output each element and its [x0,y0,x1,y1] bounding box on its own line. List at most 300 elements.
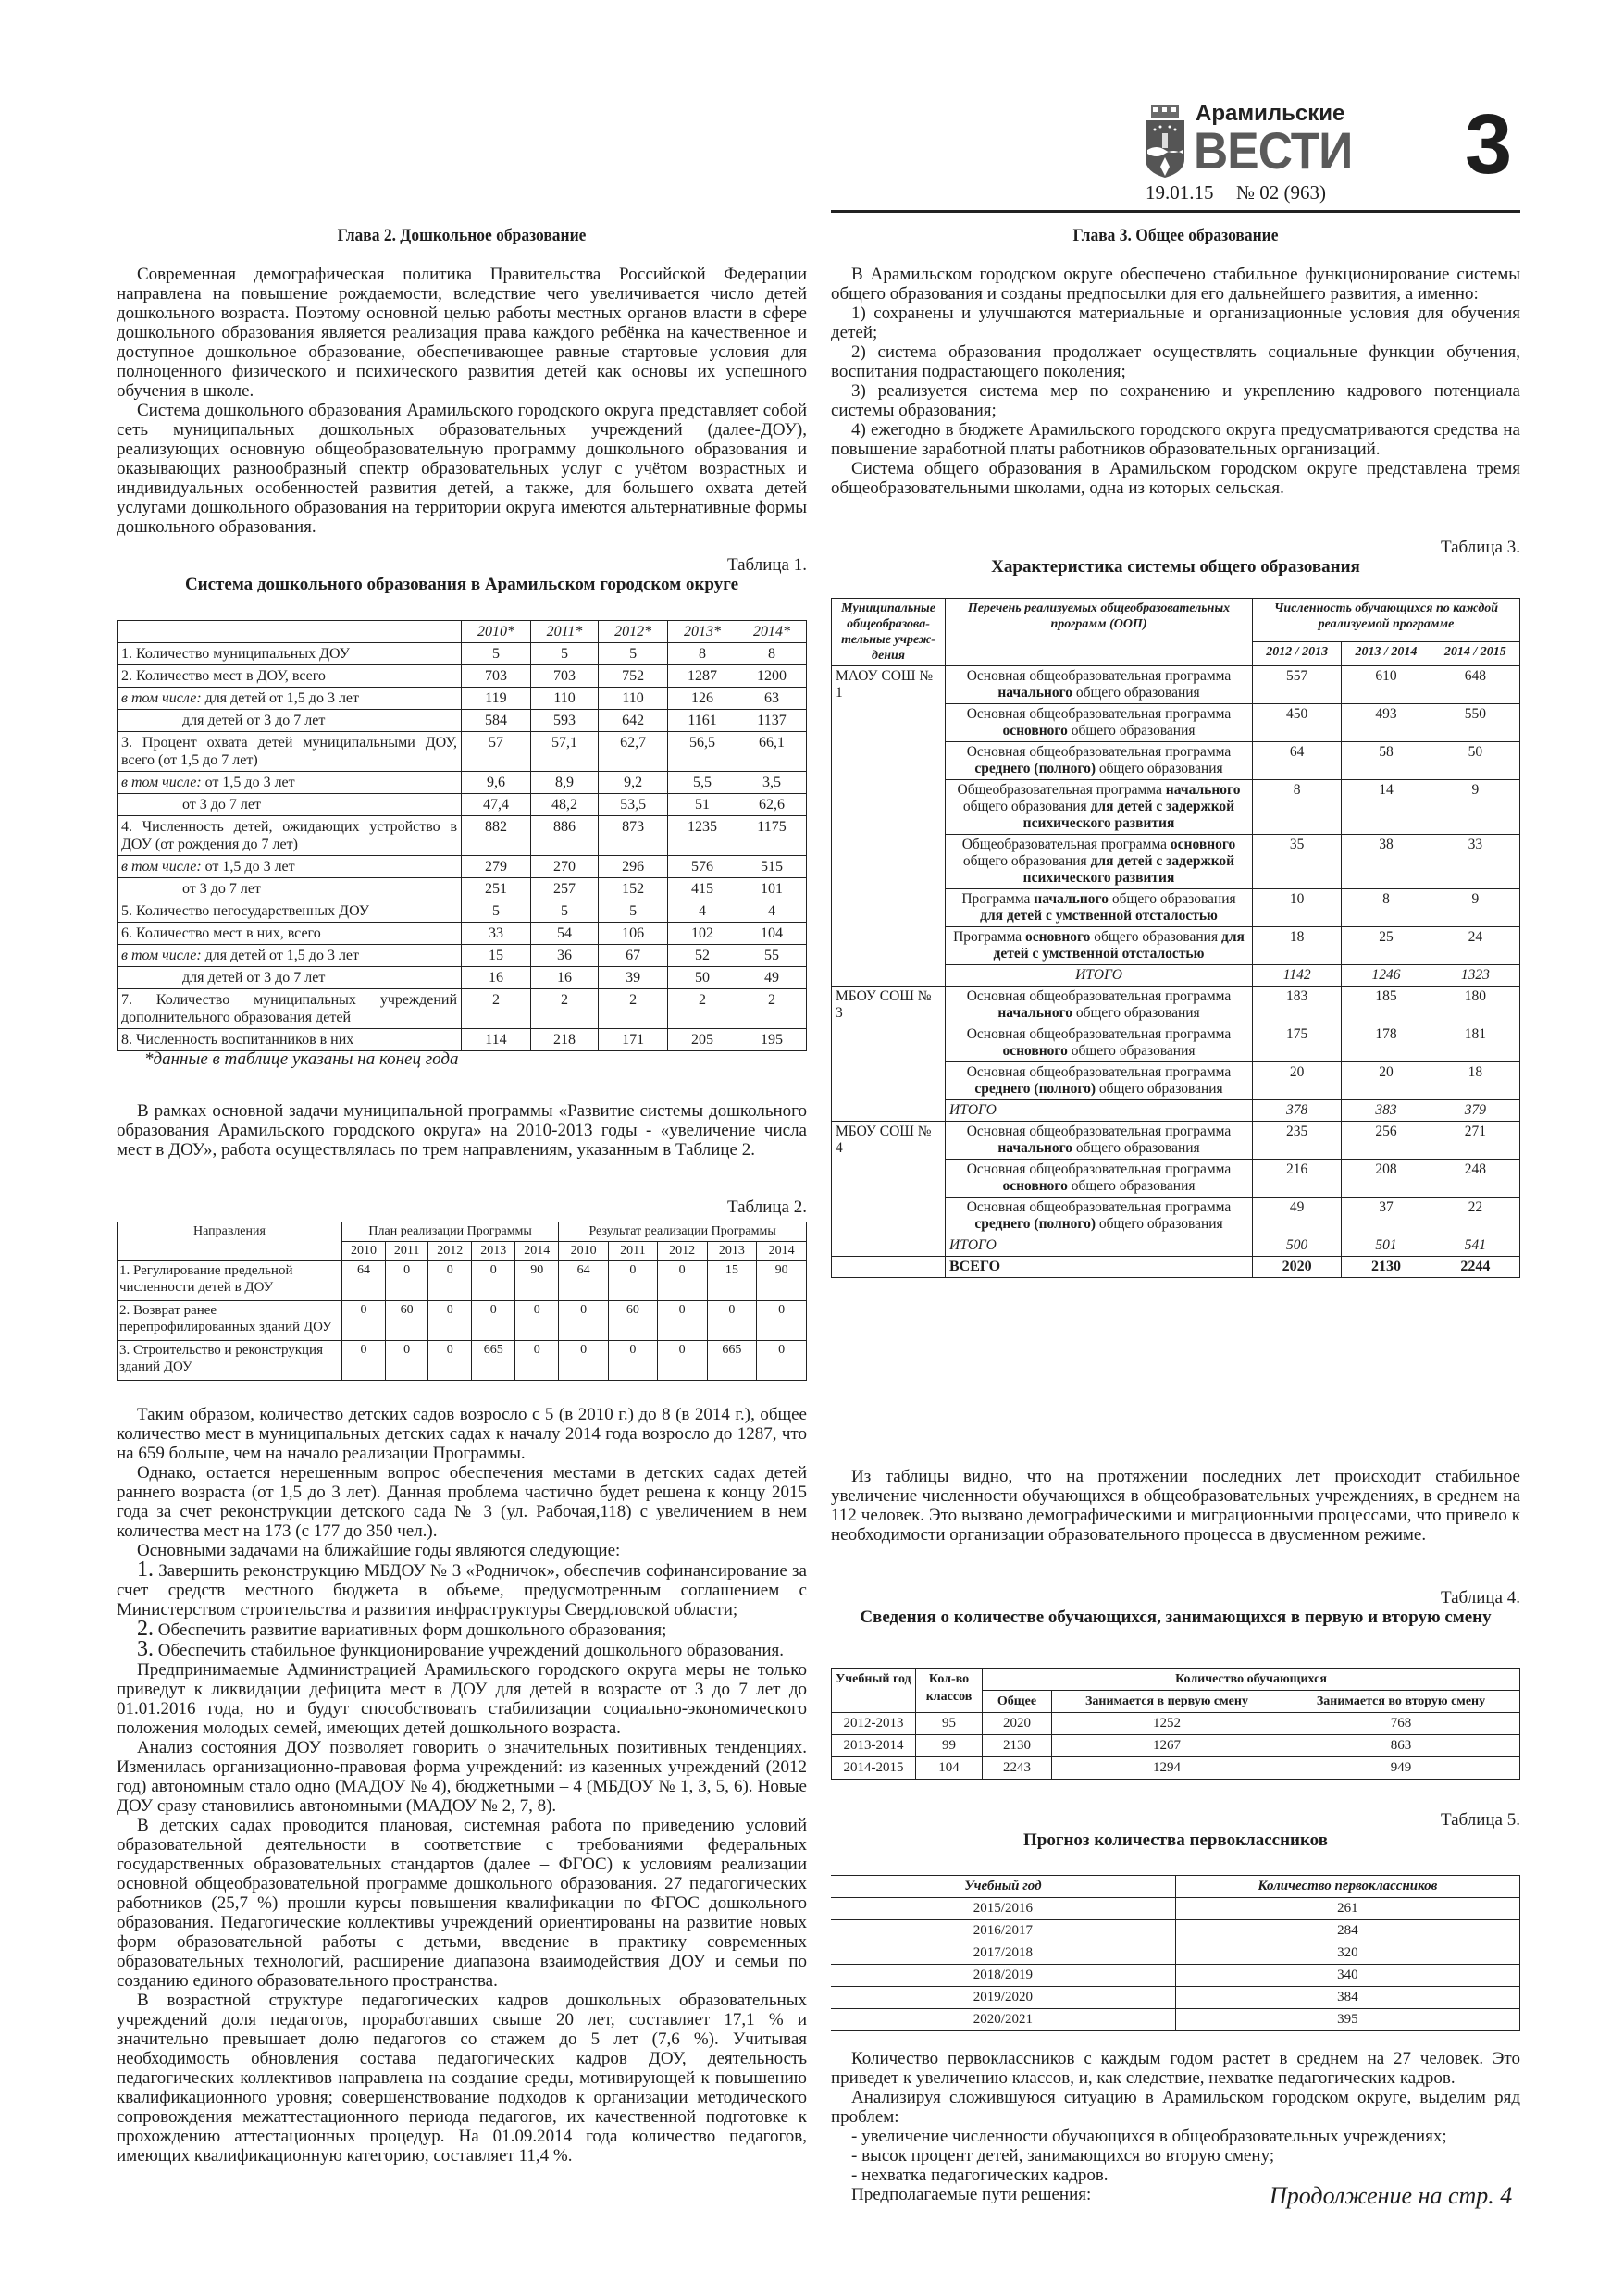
program-text: Программа [961,891,1035,907]
program-text: общего образования [1067,1043,1196,1059]
table-cell: 415 [668,878,737,900]
count-cell: 64 [1253,742,1342,780]
school-cell-empty [832,835,946,889]
row-label [118,856,462,878]
table-cell: 251 [462,878,531,900]
program-text-bold: для детей с задержкой психического развития [1022,799,1235,831]
program-text-bold: основного [1025,929,1091,945]
total-label: ИТОГО [946,965,1253,987]
table-cell: 104 [737,923,807,945]
table-4-label: Таблица 4. [1440,1588,1520,1607]
count-cell: 8 [1342,889,1431,927]
table-3-wrap [831,598,1520,1278]
school-cell-empty [832,1198,946,1235]
chapter-2-intro [117,265,807,537]
year-header: 2014 / 2015 [1431,641,1519,665]
year-header: 2012 [657,1242,707,1261]
school-cell-empty [832,927,946,965]
table-cell: 1287 [668,665,737,688]
table-cell: 2018/2019 [831,1965,1175,1987]
grand-total-cell: 2244 [1431,1257,1519,1278]
table-cell: 16 [462,967,531,989]
newspaper-name-main: ВЕСТИ [1194,121,1353,180]
plan-cell: 0 [342,1341,386,1381]
program-name [946,1062,1253,1100]
table-cell: 104 [916,1757,983,1780]
plan-cell: 0 [385,1261,427,1301]
table-cell: 102 [668,923,737,945]
table-row [831,1920,1520,1942]
table-cell: 863 [1282,1735,1520,1757]
program-name [946,704,1253,742]
table-cell: 593 [530,710,598,732]
table-cell: 576 [668,856,737,878]
row-label-text: для детей от 1,5 до 3 лет [201,690,360,706]
school-cell-empty [832,889,946,927]
header-count: Количество первоклассников [1175,1876,1519,1898]
table-cell: 2 [462,989,531,1029]
count-cell: 20 [1342,1062,1431,1100]
table-cell: 5 [530,900,598,923]
total-cell: 378 [1253,1100,1342,1122]
result-cell: 665 [707,1341,757,1381]
program-name [946,927,1253,965]
program-name [946,835,1253,889]
table-cell: 3,5 [737,772,807,794]
table-cell: 53,5 [599,794,668,816]
header-institution: Муниципальные общеобразовательные учреждения [832,599,946,666]
program-row [832,987,1520,1024]
school-total-row [832,1235,1520,1257]
school-cell-empty [832,742,946,780]
header-result: Результат реализации Программы [559,1222,807,1242]
count-cell: 610 [1342,666,1431,704]
row-label [118,945,462,967]
program-text-bold: основного [1170,837,1236,852]
row-label [118,900,462,923]
table-row [831,1965,1520,1987]
total-label: ИТОГО [946,1235,1253,1257]
table-row [118,878,807,900]
plan-cell: 0 [342,1301,386,1341]
paragraph: 4) ежегодно в бюджете Арамильского городского округа предусматриваются средства на повышение заработной платы работников образовательных организаций. [831,420,1520,459]
result-cell: 60 [608,1301,657,1341]
row-label [118,772,462,794]
count-cell: 235 [1253,1122,1342,1160]
program-text-bold: основного [1002,1043,1068,1059]
result-cell: 0 [757,1341,807,1381]
table-cell: 642 [599,710,668,732]
table-cell: 270 [530,856,598,878]
program-text: Основная общеобразовательная программа [966,1161,1232,1177]
program-row [832,889,1520,927]
program-text: общего образования [1067,1178,1196,1194]
program-text: общего образования [1072,1140,1200,1156]
table-3-commentary [831,1467,1520,1545]
column-header: 2014* [737,621,807,643]
program-text: общего образования [1108,891,1236,907]
header-plan: План реализации Программы [342,1222,559,1242]
table-cell: 56,5 [668,732,737,772]
total-cell: 500 [1253,1235,1342,1257]
year-header: 2013 / 2014 [1342,641,1431,665]
program-row [832,742,1520,780]
header-total: Общее [983,1691,1052,1713]
paragraph [117,1816,807,1991]
total-cell: 383 [1342,1100,1431,1122]
table-cell: 1235 [668,816,737,856]
table-cell: 703 [530,665,598,688]
paragraph [117,1660,807,1738]
program-text-bold: среднего (полного) [974,761,1096,776]
year-header: 2013 [472,1242,515,1261]
header-classes: Кол-во классов [916,1669,983,1713]
program-row [832,1198,1520,1235]
school-cell-empty [832,965,946,987]
paragraph [117,1463,807,1541]
count-cell: 20 [1253,1062,1342,1100]
table-cell: 515 [737,856,807,878]
item-text: В детских садах проводится плановая, системная работа по приведению условий образовательной деятельности в соответствие с требованиями федеральных государственных образовательных стандартов (далее – ФГОС) к условиям реализации основной общеобразовательной программе дошкольного образования. 27 педагогических работников (25,7 %) прошли курсы повышения квалификации по ФГОС дошкольного образования. Педагогические коллективы учреждений ориентированы на развитие новых форм образовательной работы с детьми, введение в практику современных образовательных технологий, расширение диапазона взаимодействия ДОУ и семьи по созданию единого образовательного пространства. [117,1816,807,1991]
count-cell: 248 [1431,1160,1519,1198]
program-text: Основная общеобразовательная программа [966,988,1232,1004]
grand-total-row [832,1257,1520,1278]
count-cell: 183 [1253,987,1342,1024]
table-2-wrap [117,1222,807,1381]
row-label [118,1029,462,1051]
table-cell: 8,9 [530,772,598,794]
table-cell: 106 [599,923,668,945]
result-cell: 0 [559,1301,609,1341]
program-text: общего образования [1072,685,1200,701]
table-cell: 873 [599,816,668,856]
table-row [118,945,807,967]
program-row [832,1062,1520,1100]
row-label [118,816,462,856]
program-name [946,889,1253,927]
table-2 [117,1222,807,1381]
year-header: 2010 [559,1242,609,1261]
table-row [118,900,807,923]
table-cell: 49 [737,967,807,989]
item-text: Завершить реконструкцию МБДОУ № 3 «Родничок», обеспечив софинансирование за счет средств местного бюджета в объеме, предусмотренным соглашением с Министерством строительства и развития инфраструктуры Свердловской области; [117,1561,807,1620]
paragraph: 1) сохранены и улучшаются материальные и организационные условия для обучения детей; [831,304,1520,342]
page-number: 3 [1465,97,1513,192]
table-cell: 5 [530,643,598,665]
header-students: Количество обучающихся [983,1669,1520,1691]
table-row [832,1735,1520,1757]
count-cell: 557 [1253,666,1342,704]
grand-total-cell: 2130 [1342,1257,1431,1278]
header-programs: Перечень реализуемых общеобразовательных программ (ООП) [946,599,1253,666]
table-cell: 119 [462,688,531,710]
table-cell: 1137 [737,710,807,732]
table-cell: 2 [668,989,737,1029]
row-label-text: 7. Количество муниципальных учреждений дополнительного образования детей [121,992,457,1025]
table-cell: 2020 [983,1713,1052,1735]
header-cell-empty [118,621,462,643]
table-cell: 882 [462,816,531,856]
count-cell: 49 [1253,1198,1342,1235]
column-header: 2010* [462,621,531,643]
table-cell: 395 [1175,2009,1519,2031]
header-year: Учебный год [832,1669,916,1713]
table-row [118,856,807,878]
table-3-title: Характеристика системы общего образования [991,557,1360,577]
count-cell: 216 [1253,1160,1342,1198]
table-cell: 57,1 [530,732,598,772]
table-row [831,1942,1520,1965]
table-cell: 48,2 [530,794,598,816]
school-cell-empty [832,1024,946,1062]
table-cell: 39 [599,967,668,989]
result-cell: 0 [757,1301,807,1341]
result-cell: 0 [608,1261,657,1301]
paragraph [117,1541,807,1560]
program-text-bold: начального [1165,782,1241,798]
year-header: 2013 [707,1242,757,1261]
table-cell: 126 [668,688,737,710]
row-label-prefix: в том числе: [121,690,202,706]
plan-cell: 0 [428,1301,472,1341]
chapter-2-title: Глава 2. Дошкольное образование [337,226,587,245]
header-second: Занимается во вторую смену [1282,1691,1520,1713]
table-row [118,794,807,816]
table-cell: 195 [737,1029,807,1051]
table-1-wrap [117,620,807,1068]
plan-cell: 0 [428,1341,472,1381]
program-text-bold: среднего (полного) [974,1081,1096,1097]
program-row [832,1024,1520,1062]
row-label [118,923,462,945]
paragraph: Система дошкольного образования Арамильского городского округа представляет собой сеть муниципальных дошкольных образовательных учреждений (далее-ДОУ), реализующих основную общеобразовательную программу дошкольного образования и оказывающих разнообразный спектр образовательных услуг с учётом возрастных и индивидуальных особенностей развития детей, а также, для большего охвата детей услугами дошкольного образования на территории округа имеются альтернативные формы дошкольного образования. [117,401,807,537]
table-5-wrap [831,1875,1520,2031]
row-label-text: 5. Количество негосударственных ДОУ [121,903,370,919]
year-header: 2011 [608,1242,657,1261]
program-name [946,1160,1253,1198]
total-cell: 1246 [1342,965,1431,987]
row-label-text: для детей от 1,5 до 3 лет [201,948,360,963]
table-4-wrap [831,1668,1520,1780]
plan-cell: 90 [515,1261,559,1301]
count-cell: 38 [1342,835,1431,889]
table-cell: 5,5 [668,772,737,794]
row-label-text: от 1,5 до 3 лет [201,859,295,875]
result-cell: 0 [657,1341,707,1381]
program-text-bold: для детей с умственной отсталостью [993,929,1245,962]
plan-cell: 0 [515,1301,559,1341]
table-1-footnote: *данные в таблице указаны на конец года [144,1049,459,1069]
program-row [832,666,1520,704]
program-text-bold: начального [1034,891,1109,907]
table-row [118,772,807,794]
school-cell-empty [832,1062,946,1100]
count-cell: 22 [1431,1198,1519,1235]
table-cell: 2 [530,989,598,1029]
result-cell: 0 [657,1301,707,1341]
table-cell: 5 [599,900,668,923]
row-label-text: 1. Количество муниципальных ДОУ [121,646,350,662]
plan-cell: 60 [385,1301,427,1341]
program-name [946,987,1253,1024]
header-first: Занимается в первую смену [1052,1691,1282,1713]
table-cell: 16 [530,967,598,989]
table-cell: 67 [599,945,668,967]
program-text: Основная общеобразовательная программа [966,706,1232,722]
table-row [831,1898,1520,1920]
program-text: Общеобразовательная программа [961,837,1171,852]
chapter-3-title: Глава 3. Общее образование [1072,226,1279,245]
paragraph: 2) система образования продолжает осуществлять социальные функции обучения, воспитания подрастающего поколения; [831,342,1520,381]
row-label-text: от 3 до 7 лет [182,797,261,813]
row-label: 3. Строительство и реконструкция зданий ДОУ [118,1341,342,1381]
table-row [118,1301,807,1341]
program-paragraph [117,1101,807,1160]
school-total-row [832,965,1520,987]
row-label-prefix: в том числе: [121,859,202,875]
table-row [118,816,807,856]
program-name [946,1122,1253,1160]
table-row [118,989,807,1029]
row-label [118,794,462,816]
table-cell: 2014-2015 [832,1757,916,1780]
grand-total-cell: 2020 [1253,1257,1342,1278]
paragraph: В Арамильском городском округе обеспечено стабильное функционирование системы общего образования и созданы предпосылки для его дальнейшего развития, а именно: [831,265,1520,304]
table-3 [831,598,1520,1278]
numbered-item [117,1637,807,1661]
result-cell: 0 [608,1341,657,1381]
item-text: Предпринимаемые Администрацией Арамильского городского округа меры не только приведут к ликвидации дефицита мест в ДОУ для детей в возрасте от 3 до 7 лет до 01.01.2016 года, но и будут способствовать стабилизации социально-экономического положения молодых семей, имеющих детей дошкольного возраста. [117,1660,807,1738]
count-cell: 181 [1431,1024,1519,1062]
count-cell: 175 [1253,1024,1342,1062]
item-text: Однако, остается нерешенным вопрос обеспечения местами в детских садах детей раннего возраста (от 1,5 до 3 лет). Данная проблема частично будет решена к концу 2015 года за счет реконструкции детского сада № 3 (ул. Рабочая,118) с увеличением в нем количества мест на 173 (с 177 до 350 чел.). [117,1463,807,1541]
count-cell: 450 [1253,704,1342,742]
school-cell-empty [832,1235,946,1257]
table-cell: 95 [916,1713,983,1735]
program-text-bold: для детей с умственной отсталостью [980,908,1218,924]
table-cell: 99 [916,1735,983,1757]
year-header: 2012 [428,1242,472,1261]
newspaper-name-top: Арамильские [1196,101,1345,126]
program-name [946,780,1253,835]
year-header: 2011 [385,1242,427,1261]
school-cell-empty [832,1160,946,1198]
grand-total-label: ВСЕГО [946,1257,1253,1278]
paragraph: Количество первоклассников с каждым годом растет в среднем на 27 человек. Это приведет к увеличению классов, и, как следствие, нехватке педагогических кадров. [831,2049,1520,2088]
table-cell: 9,6 [462,772,531,794]
plan-cell: 0 [428,1261,472,1301]
program-text: общего образования [1096,761,1223,776]
year-header: 2014 [515,1242,559,1261]
row-label-prefix: в том числе: [121,948,202,963]
count-cell: 180 [1431,987,1519,1024]
numbered-item [117,1617,807,1641]
table-row [118,1029,807,1051]
program-text: общего образования [1067,723,1196,738]
table-row [118,923,807,945]
table-cell: 205 [668,1029,737,1051]
item-number: 2. [137,1617,154,1641]
program-text: Основная общеобразовательная программа [966,1026,1232,1042]
total-cell: 1323 [1431,965,1519,987]
program-text: Программа [953,929,1026,945]
table-cell: 703 [462,665,531,688]
table-cell: 5 [462,900,531,923]
table-row [118,1341,807,1381]
table-row [118,688,807,710]
table-cell: 261 [1175,1898,1519,1920]
count-cell: 35 [1253,835,1342,889]
row-label-text: 6. Количество мест в них, всего [121,925,321,941]
table-cell: 2016/2017 [831,1920,1175,1942]
count-cell: 8 [1253,780,1342,835]
table-cell: 62,7 [599,732,668,772]
row-label [118,688,462,710]
table-cell: 1161 [668,710,737,732]
program-text-bold: основного [1002,1178,1068,1194]
count-cell: 9 [1431,780,1519,835]
table-cell: 257 [530,878,598,900]
table-header-row [118,621,807,643]
program-text: Основная общеобразовательная программа [966,744,1232,760]
total-cell: 1142 [1253,965,1342,987]
row-label-text: 2. Количество мест в ДОУ, всего [121,668,326,684]
row-label [118,665,462,688]
count-cell: 550 [1431,704,1519,742]
count-cell: 37 [1342,1198,1431,1235]
table-cell: 279 [462,856,531,878]
header-year: Учебный год [831,1876,1175,1898]
count-cell: 58 [1342,742,1431,780]
total-label: ИТОГО [946,1100,1253,1122]
program-text: Основная общеобразовательная программа [966,1199,1232,1215]
program-text-bold: основного [1002,723,1068,738]
count-cell: 178 [1342,1024,1431,1062]
table-cell: 1200 [737,665,807,688]
program-name [946,666,1253,704]
table-1-label: Таблица 1. [726,555,807,575]
result-cell: 0 [707,1301,757,1341]
table-cell: 2 [737,989,807,1029]
table-cell: 218 [530,1029,598,1051]
year-header: 2012 / 2013 [1253,641,1342,665]
table-2-label: Таблица 2. [726,1198,807,1217]
item-number: 1. [137,1558,154,1582]
total-cell: 541 [1431,1235,1519,1257]
table-cell: 15 [462,945,531,967]
school-name: МБОУ СОШ № 3 [832,987,946,1024]
table-cell: 2020/2021 [831,2009,1175,2031]
table-cell: 8 [737,643,807,665]
table-cell: 2013-2014 [832,1735,916,1757]
table-4-title: Сведения о количестве обучающихся, занимающихся в первую и вторую смену [860,1607,1492,1627]
table-cell: 63 [737,688,807,710]
table-cell: 50 [668,967,737,989]
item-text: В возрастной структуре педагогических кадров дошкольных образовательных учреждений доля педагогов, проработавших свыше 20 лет, составляет 17,1 % и значительно превышает долю педагогов со стажем до 5 лет (7,6 %). Учитывая необходимость обновления состава педагогических кадров ДОУ, деятельность педагогических коллективов направлена на создание среды, мотивирующей к повышению квалификационного уровня; совершенствование подходов к организации методического сопровождения межаттестационного периода педагогов, их качественной подготовке к прохождению аттестационных процедур. На 01.09.2014 года количество педагогов, имеющих квалификационную категорию, составляет 11,4 %. [117,1991,807,2166]
paragraph: Система общего образования в Арамильском городском округе представлена тремя общеобразовательными школами, одна из которых сельская. [831,459,1520,498]
chapter-3-intro [831,265,1520,498]
table-cell: 110 [530,688,598,710]
school-cell-empty [832,780,946,835]
table-cell: 2130 [983,1735,1052,1757]
table-row [118,643,807,665]
table-cell: 36 [530,945,598,967]
table-cell: 114 [462,1029,531,1051]
table-cell: 101 [737,878,807,900]
count-cell: 50 [1431,742,1519,780]
count-cell: 271 [1431,1122,1519,1160]
numbered-item [117,1560,807,1620]
